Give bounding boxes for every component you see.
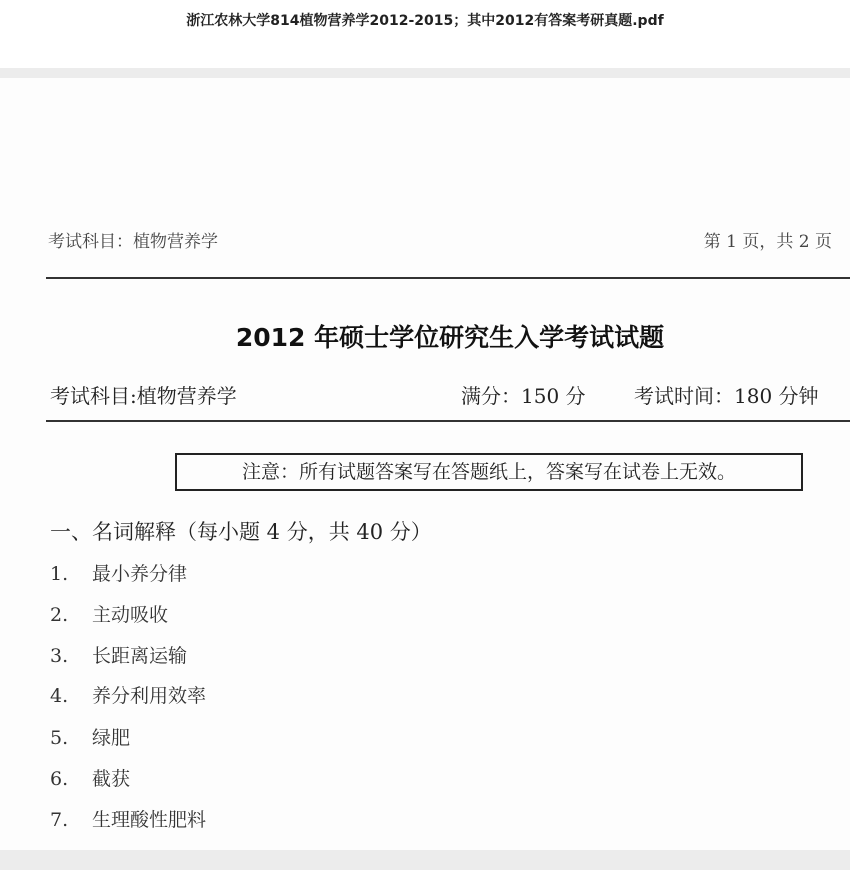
section-title: 一、名词解释（每小题 4 分，共 40 分） [50, 520, 432, 544]
full-score: 满分：150 分 [461, 384, 586, 408]
page-gap-bottom [0, 850, 850, 870]
pdf-page[interactable] [0, 78, 850, 850]
question-number: 1. [50, 563, 69, 585]
exam-title: 2012 年硕士学位研究生入学考试试题 [235, 323, 665, 352]
question-number: 6. [50, 768, 69, 790]
question-item [50, 805, 206, 832]
question-item [50, 723, 130, 750]
page-gap [0, 68, 850, 78]
question-text: 最小养分律 [92, 563, 188, 585]
viewer-toolbar [0, 0, 850, 68]
question-text: 长距离运输 [92, 645, 188, 667]
exam-time: 考试时间：180 分钟 [634, 384, 819, 408]
question-text: 养分利用效率 [92, 685, 207, 707]
question-item [50, 681, 206, 708]
question-number: 5. [50, 727, 69, 749]
question-text: 主动吸收 [92, 604, 169, 626]
notice-box: 注意：所有试题答案写在答题纸上，答案写在试卷上无效。 [175, 453, 803, 491]
page-number: 第 1 页，共 2 页 [703, 232, 832, 252]
question-number: 4. [50, 685, 69, 707]
question-number: 2. [50, 604, 69, 626]
header-divider [46, 277, 850, 279]
question-text: 截获 [92, 768, 131, 790]
question-item [50, 764, 130, 791]
exam-subject: 考试科目:植物营养学 [50, 384, 237, 408]
question-text: 绿肥 [92, 727, 131, 749]
question-number: 3. [50, 645, 69, 667]
question-text: 生理酸性肥料 [92, 809, 207, 831]
page-header-subject: 考试科目：植物营养学 [48, 232, 218, 252]
question-number: 7. [50, 809, 69, 831]
question-item [50, 559, 187, 586]
document-title: 浙江农林大学814植物营养学2012-2015；其中2012有答案考研真题.pdf [186, 13, 664, 29]
info-divider [46, 420, 850, 422]
question-item [50, 641, 187, 668]
question-item [50, 600, 168, 627]
